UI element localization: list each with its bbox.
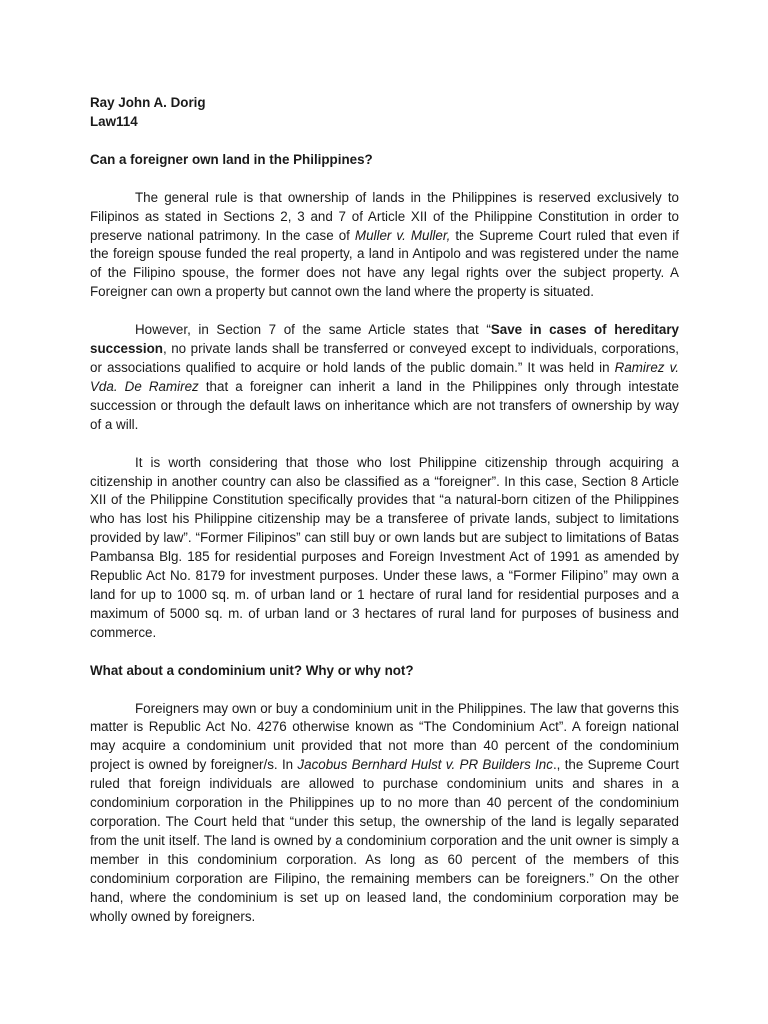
text-span: , no private lands shall be transferred or conveyed except to individuals, corporations, or associations qualified to acquire or hold lands of the public domain.” It was held in [90,341,679,375]
text-span: Foreigners may own or buy a condominium unit in the Philippines. The law that governs this matter is Republic Act No. 4276 otherwise known as “The Condominium Act”. A foreign national may acquire a condominium unit provided that not more than 40 percent of the condominium project is owned by foreigner/s. In [90,700,679,773]
case-citation: Jacobus Bernhard Hulst v. PR Builders Inc [297,757,553,773]
paragraph-former-filipinos: It is worth considering that those who lost Philippine citizenship through acquiring a citizenship in another country can also be classified as a “foreigner”. In this case, Section 8 Article XII of the Philippine Constitution specifically provides that “a natural-born citizen of the Philippines who has lost his Philippine citizenship may be a transferee of private lands, subject to limitations provided by law”. “Former Filipinos” can still buy or own lands but are subject to limitations of Batas Pambansa Blg. 185 for residential purposes and Foreign Investment Act of 1991 as amended by Republic Act No. 8179 for investment purposes. Under these laws, a “Former Filipino” may own a land for up to 1000 sq. m. of urban land or 1 hectare of rural land for residential purposes and a maximum of 5000 sq. m. of urban land or 3 hectares of rural land for purposes of business and commerce. [90,454,679,640]
bold-quote: Save in cases of hereditary succession [90,322,679,357]
case-citation: Muller v. Muller, [354,227,451,243]
spacer [90,643,679,662]
paragraph-hereditary-succession [90,321,679,434]
case-citation: Ramirez v. Vda. De Ramirez [90,359,679,394]
text-span: The general rule is that ownership of lands in the Philippines is reserved exclusively to Filipinos as stated in Sections 2, 3 and 7 of Article XII of the Philippine Constitution in order to preserve national patrimony. In the case of [90,189,679,243]
author-name: Ray John A. Dorig [90,95,206,110]
text-span: the Supreme Court ruled that even if the foreign spouse funded the real property, a land in Antipolo and was registered under the name of the Filipino spouse, the former does not have any legal rights over the subject property. A Foreigner can own a property but cannot own the land where the property is situated. [90,227,679,300]
spacer [90,170,679,189]
course-code: Law114 [90,113,138,129]
section-heading-land: Can a foreigner own land in the Philippines? [90,151,373,167]
paragraph-condominium [90,700,679,927]
text-span: that a foreigner can inherit a land in the Philippines only through intestate succession or through the default laws on inheritance which are not transfers of ownership by way of a will. [90,378,679,432]
spacer [90,132,679,151]
section-heading-condominium: What about a condominium unit? Why or why not? [90,662,414,678]
spacer [90,435,679,454]
paragraph-general-rule [90,189,679,302]
text-span: ., the Supreme Court ruled that foreign individuals are allowed to purchase condominium units and shares in a condominium corporation in the Philippines up to no more than 40 percent of the condominium corporation. The Court held that “under this setup, the ownership of the land is legally separated from the unit itself. The land is owned by a condominium corporation and the unit owner is simply a member in this condominium corporation. As long as 60 percent of the members of this condominium corporation are Filipino, the remaining members can be foreigners.” On the other hand, where the condominium is set up on leased land, the condominium corporation may be wholly owned by foreigners. [90,757,679,924]
spacer [90,681,679,700]
document-page [90,94,679,926]
spacer [90,302,679,321]
text-span: However, in Section 7 of the same Article states that “ [135,322,491,338]
